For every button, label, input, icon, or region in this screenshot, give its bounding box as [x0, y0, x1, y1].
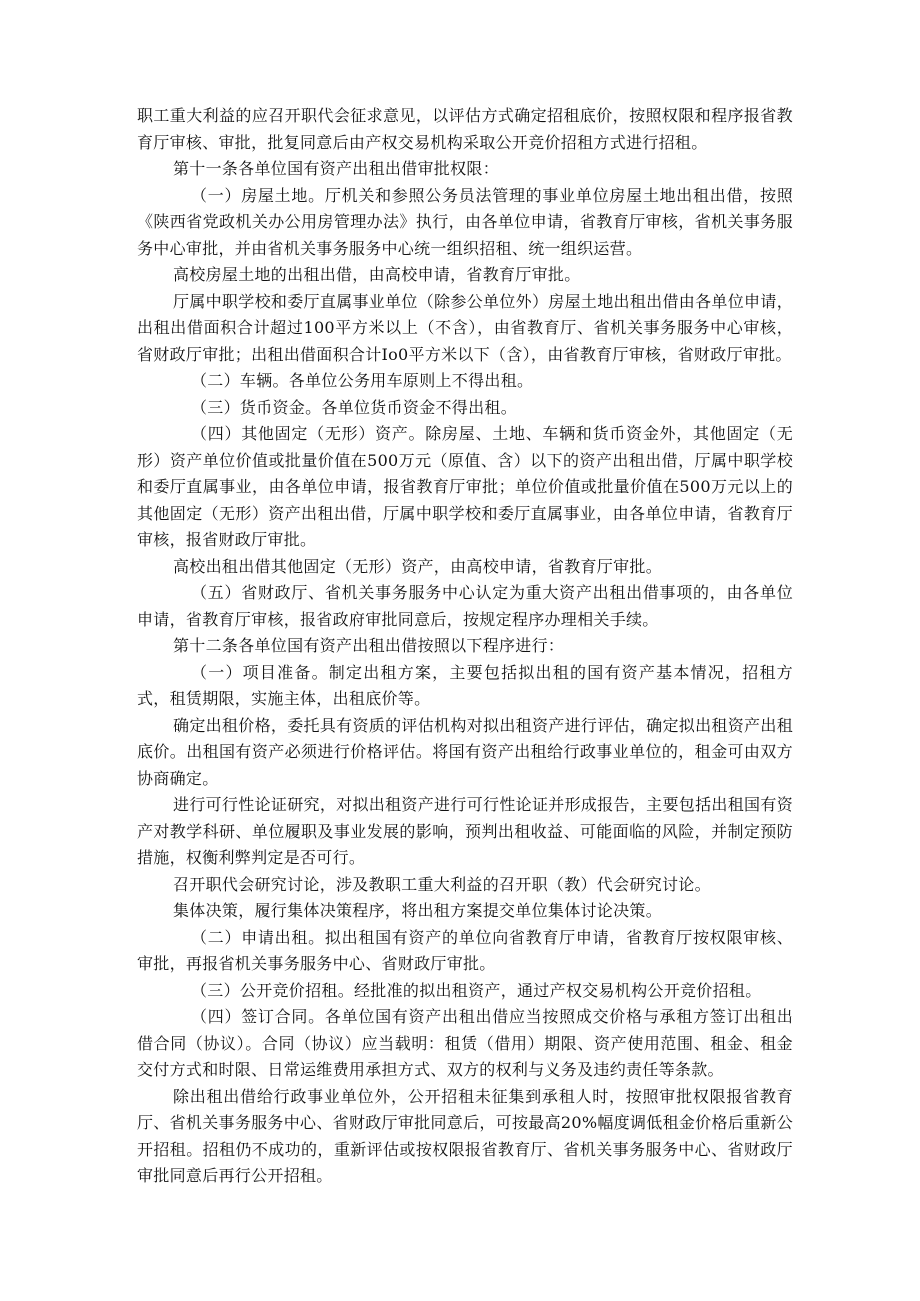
paragraph-continuation: 职工重大利益的应召开职代会征求意见，以评估方式确定招租底价，按照权限和程序报省教育厅审核、审批，批复同意后由产权交易机构采取公开竞价招租方式进行招租。	[137, 106, 793, 152]
article-11-heading: 第十一条各单位国有资产出租出借审批权限：	[173, 159, 500, 178]
paragraph-vehicles: （二）车辆。各单位公务用车原则上不得出租。	[191, 371, 534, 390]
paragraph-sign-contract: （四）签订合同。各单位国有资产出租出借应当按照成交价格与承租方签订出租出借合同（协议）。合同（协议）应当载明：租赁（借用）期限、资产使用范围、租金、租金交付方式和时限、日常运维费用承担方式、双方的权利与义务及违约责任等条款。	[137, 1007, 793, 1079]
paragraph-major-assets: （五）省财政厅、省机关事务服务中心认定为重大资产出租出借事项的，由各单位申请，省教育厅审核，报省政府审批同意后，按规定程序办理相关手续。	[137, 583, 793, 629]
paragraph-public-bidding: （三）公开竞价招租。经批准的拟出租资产，通过产权交易机构公开竞价招租。	[191, 980, 762, 1000]
article-12-heading: 第十二条各单位国有资产出租出借按照以下程序进行：	[173, 636, 565, 655]
paragraph-staff-congress: 召开职代会研究讨论，涉及教职工重大利益的召开职（教）代会研究讨论。	[173, 874, 711, 894]
paragraph-re-tender: 除出租出借给行政事业单位外，公开招租未征集到承租人时，按照审批权限报省教育厅、省机关事务服务中心、省财政厅审批同意后，可按最高20%幅度调低租金价格后重新公开招租。招租仍不成功的，重新评估或按权限报省教育厅、省机关事务服务中心、省财政厅审批同意后再行公开招租。	[137, 1086, 793, 1185]
paragraph-vocational-schools: 厅属中职学校和委厅直属事业单位（除参公单位外）房屋土地出租出借由各单位申请，出租出借面积合计超过100平方米以上（不含），由省教育厅、省机关事务服务中心审核，省财政厅审批；出租出借面积合计Io0平方米以下（含），由省教育厅审核，省财政厅审批。	[137, 291, 793, 364]
paragraph-apply-lease: （二）申请出租。拟出租国有资产的单位向省教育厅申请，省教育厅按权限审核、审批，再报省机关事务服务中心、省财政厅审批。	[137, 927, 793, 973]
paragraph-project-preparation: （一）项目准备。制定出租方案，主要包括拟出租的国有资产基本情况，招租方式，租赁期限，实施主体，出租底价等。	[137, 662, 793, 708]
document-body	[137, 103, 793, 1190]
paragraph-rental-price: 确定出租价格，委托具有资质的评估机构对拟出租资产进行评估，确定拟出租资产出租底价。出租国有资产必须进行价格评估。将国有资产出租给行政事业单位的，租金可由双方协商确定。	[137, 715, 793, 788]
paragraph-housing-land: （一）房屋土地。厅机关和参照公务员法管理的事业单位房屋土地出租出借，按照《陕西省党政机关办公用房管理办法》执行，由各单位申请，省教育厅审核，省机关事务服务中心审批，并由省机关事务服务中心统一组织招租、统一组织运营。	[137, 185, 793, 258]
paragraph-feasibility-study: 进行可行性论证研究，对拟出租资产进行可行性论证并形成报告，主要包括出租国有资产对教学科研、单位履职及事业发展的影响，预判出租收益、可能面临的风险，并制定预防措施，权衡利弊判定是否可行。	[137, 795, 793, 867]
paragraph-monetary-funds: （三）货币资金。各单位货币资金不得出租。	[191, 397, 518, 417]
paragraph-collective-decision: 集体决策，履行集体决策程序，将出租方案提交单位集体讨论决策。	[173, 901, 663, 920]
paragraph-university-other-assets: 高校出租出借其他固定（无形）资产，由高校申请，省教育厅审批。	[173, 556, 663, 576]
paragraph-university-housing: 高校房屋土地的出租出借，由高校申请，省教育厅审批。	[173, 265, 581, 284]
paragraph-other-fixed-assets: （四）其他固定（无形）资产。除房屋、土地、车辆和货币资金外，其他固定（无形）资产单位价值或批量价值在500万元（原值、含）以下的资产出租出借，厅属中职学校和委厅直属事业，由各单位申请，报省教育厅审批；单位价值或批量价值在500万元以上的其他固定（无形）资产出租出借，厅属中职学校和委厅直属事业，由各单位申请，省教育厅审核，报省财政厅审批。	[137, 424, 793, 549]
